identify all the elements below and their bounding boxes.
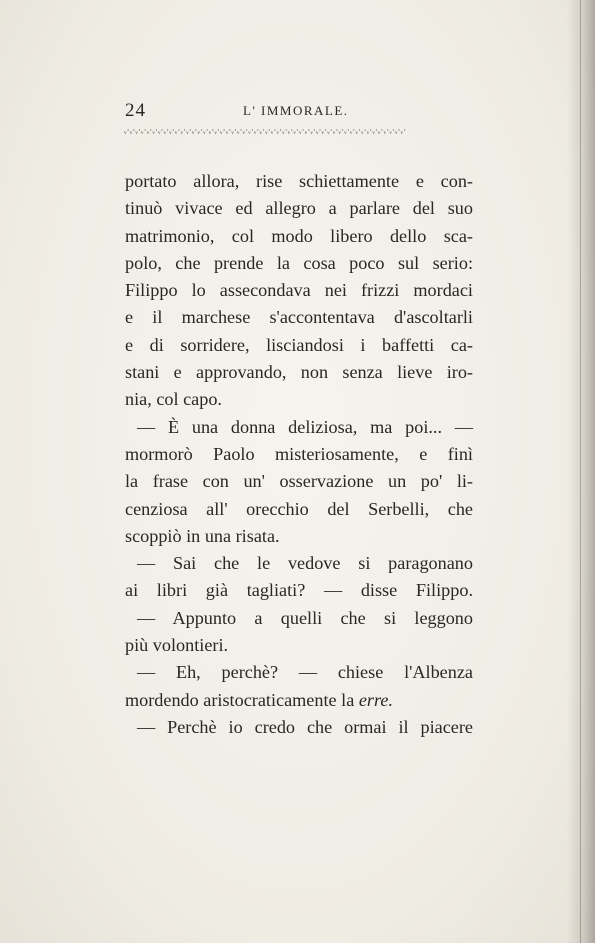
text-line: più volontieri.	[125, 635, 229, 656]
text-line: polo, che prende la cosa poco sul serio:	[125, 252, 473, 273]
text-line: — Sai che le vedove si paragonano	[137, 553, 473, 574]
text-line: Filippo lo assecondava nei frizzi mordaci	[125, 280, 473, 301]
text-line: — Appunto a quelli che si leggono	[137, 607, 473, 628]
text-segment: mordendo aristocraticamente la	[125, 689, 359, 710]
running-title: L' IMMORALE.	[243, 103, 349, 118]
page-header	[125, 100, 475, 124]
text-line: — Eh, perchè? — chiese l'Albenza	[137, 662, 473, 683]
text-line: e di sorridere, lisciandosi i baffetti ca-	[125, 334, 473, 355]
page-edge-line	[580, 0, 581, 943]
text-line: mormorò Paolo misteriosamente, e finì	[125, 443, 473, 464]
page-number: 24	[125, 100, 146, 121]
italic-word: erre.	[358, 689, 393, 710]
text-line: la frase con un' osservazione un po' li-	[125, 471, 473, 492]
ornamental-rule: ᵥ·ᵥ·ᵥ·ᵥ·ᵥ·ᵥ·ᵥ·ᵥ·ᵥ·ᵥ·ᵥ·ᵥ·ᵥ·ᵥ·ᵥ·ᵥ·ᵥ·ᵥ·ᵥ·ᵥ·ᵥ·ᵥ·ᵥ·ᵥ·ᵥ·ᵥ·ᵥ·ᵥ·ᵥ·ᵥ·ᵥ·ᵥ·ᵥ·ᵥ·ᵥ·ᵥ·ᵥ·ᵥ·ᵥ·ᵥ·ᵥ·ᵥ·ᵥ·ᵥ·ᵥ·ᵥ·ᵥ·ᵥ·ᵥ·ᵥ·	[124, 125, 407, 135]
text-line: nia, col capo.	[125, 389, 222, 410]
text-line: cenziosa all' orecchio del Serbelli, che	[125, 498, 473, 519]
text-line: — Perchè io credo che ormai il piacere	[137, 716, 473, 737]
text-line: tinuò vivace ed allegro a parlare del suo	[125, 198, 473, 219]
body-text	[125, 168, 473, 741]
text-line: e il marchese s'accontentava d'ascoltarli	[125, 307, 473, 328]
text-line: scoppiò in una risata.	[125, 525, 280, 546]
page-edge-shadow	[567, 0, 595, 943]
text-line: stani e approvando, non senza lieve iro-	[125, 362, 473, 383]
text-line-with-italic	[125, 687, 473, 714]
text-line: matrimonio, col modo libero dello sca-	[125, 225, 473, 246]
text-line: ai libri già tagliati? — disse Filippo.	[125, 580, 473, 601]
text-line: portato allora, rise schiettamente e con-	[125, 171, 473, 191]
text-line: — È una donna deliziosa, ma poi... —	[137, 416, 473, 437]
